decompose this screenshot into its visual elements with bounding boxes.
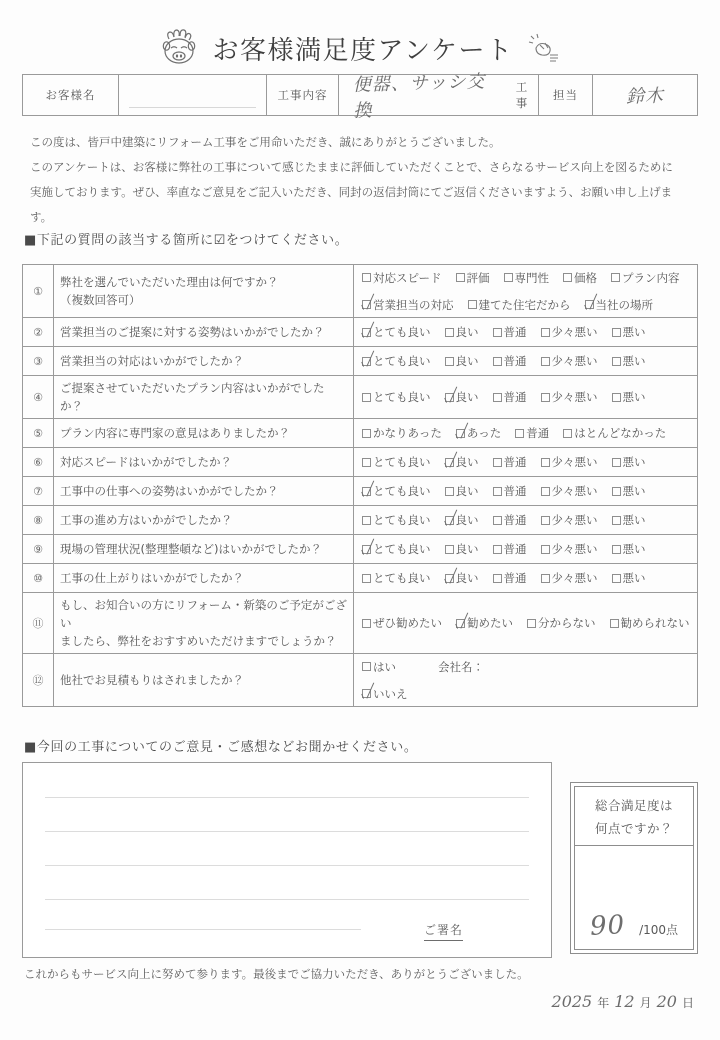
customer-name-label: お客様名: [45, 88, 96, 102]
question-options: [354, 419, 697, 447]
question-options: [354, 347, 697, 375]
checkbox-label: 勧めたい: [467, 616, 513, 630]
date-month: 12: [614, 992, 635, 1011]
checkbox-label: 価格: [574, 270, 598, 285]
option-line: [362, 389, 689, 405]
checkbox-icon[interactable]: [493, 328, 502, 337]
work-content-value: 便器、サッシ交換: [352, 71, 486, 122]
question-options: [354, 593, 698, 653]
checkbox-icon[interactable]: [541, 574, 550, 583]
question-text: [54, 419, 354, 447]
option-line: [362, 270, 689, 286]
checkbox-label: 普通: [503, 455, 527, 469]
checkbox-option[interactable]: [612, 454, 646, 470]
question-options: [354, 654, 697, 706]
checkbox-option[interactable]: [493, 454, 527, 470]
question-text-line-1: 工事の進め方はいかがでしたか？: [60, 513, 233, 527]
intro-line-2: このアンケートは、お客様に弊社の工事について感じたままに評価していただくことで、さらなるサービス向上を図るために: [30, 160, 673, 174]
checked-checkbox-icon[interactable]: [445, 516, 454, 525]
checkbox-icon[interactable]: [362, 516, 371, 525]
instruction-text: ■下記の質問の該当する箇所に☑をつけてください。: [24, 233, 349, 248]
score-box-inner-border: [574, 786, 694, 950]
question-row: [23, 654, 697, 707]
checkbox-icon[interactable]: [612, 545, 621, 554]
question-text: [54, 593, 354, 653]
checkbox-label: 勧められない: [620, 616, 690, 630]
checkbox-label: とても良い: [373, 542, 431, 556]
checkbox-option[interactable]: [541, 389, 598, 405]
checkbox-label: 良い: [455, 354, 479, 368]
checkbox-option[interactable]: [456, 425, 501, 441]
question-text: [54, 318, 354, 346]
checkbox-label: 少々悪い: [551, 513, 598, 527]
charge-value-cell[interactable]: [593, 75, 697, 115]
date-line[interactable]: [552, 992, 694, 1011]
checkbox-option[interactable]: [585, 297, 654, 313]
checkbox-option[interactable]: [445, 512, 479, 528]
checkbox-option[interactable]: [493, 389, 527, 405]
checkbox-icon[interactable]: [362, 393, 371, 402]
pig-mascot-icon: [159, 29, 199, 67]
checkbox-option[interactable]: [541, 454, 598, 470]
checkbox-icon[interactable]: [493, 516, 502, 525]
question-text: [54, 347, 354, 375]
checkbox-icon[interactable]: [493, 458, 502, 467]
checkbox-option[interactable]: [445, 541, 479, 557]
option-line: [362, 454, 689, 470]
checkbox-label: プラン内容: [622, 270, 680, 285]
checkbox-icon[interactable]: [612, 574, 621, 583]
checkbox-label: 良い: [455, 455, 479, 469]
checkbox-option[interactable]: [612, 483, 646, 499]
question-text-line-1: 営業担当の対応はいかがでしたか？: [60, 354, 244, 368]
checkbox-option[interactable]: [504, 270, 550, 286]
option-line: [362, 570, 689, 586]
checked-checkbox-icon[interactable]: [362, 328, 371, 337]
checkbox-option[interactable]: [541, 541, 598, 557]
option-line: [362, 297, 689, 313]
checkbox-label: 少々悪い: [551, 325, 598, 339]
month-label: 月: [639, 996, 652, 1010]
comments-heading: ■今回の工事についてのご意見・ご感想などお聞かせください。: [24, 740, 418, 755]
checkbox-label: 悪い: [622, 513, 646, 527]
checkbox-label: あった: [466, 426, 502, 440]
work-content-label: 工事内容: [277, 88, 328, 102]
question-number: ①: [23, 265, 54, 317]
question-text-line-1: 弊社を選んでいただいた理由は何ですか？: [60, 275, 279, 289]
checkbox-icon[interactable]: [515, 429, 524, 438]
checkbox-option[interactable]: [362, 686, 408, 702]
comment-rule: [45, 831, 529, 832]
checked-checkbox-icon[interactable]: [362, 545, 371, 554]
checkbox-icon[interactable]: [468, 300, 477, 309]
checkbox-option[interactable]: [541, 324, 598, 340]
charge-label: 担当: [553, 88, 578, 102]
question-options: [354, 535, 697, 563]
checkbox-icon[interactable]: [541, 545, 550, 554]
checkbox-label: 悪い: [622, 571, 646, 585]
question-row: [23, 318, 697, 347]
checkbox-label: 悪い: [622, 542, 646, 556]
checkbox-icon[interactable]: [541, 516, 550, 525]
checkbox-option[interactable]: [445, 389, 479, 405]
question-text-line-1: 工事の仕上がりはいかがでしたか？: [60, 571, 244, 585]
question-text-line-1: 他社でお見積もりはされましたか？: [60, 673, 244, 687]
customer-name-underline: [129, 107, 256, 108]
checkbox-option[interactable]: [612, 512, 646, 528]
checkbox-option[interactable]: [611, 270, 680, 286]
question-number: ⑧: [23, 506, 54, 534]
checked-checkbox-icon[interactable]: [445, 574, 454, 583]
question-number: ⑫: [23, 654, 54, 706]
score-denominator: /100点: [639, 923, 679, 937]
checkbox-icon[interactable]: [541, 458, 550, 467]
question-text-line-2: ましたら、弊社をおすすめいただけますでしょうか？: [60, 634, 337, 648]
question-number: ⑦: [23, 477, 54, 505]
comments-textarea[interactable]: [22, 762, 552, 958]
question-text-line-1: もし、お知合いの方にリフォーム・新築のご予定がござい: [60, 598, 347, 630]
checked-checkbox-icon[interactable]: [445, 458, 454, 467]
checkbox-option[interactable]: [362, 389, 431, 405]
checkbox-label: はとんどなかった: [574, 426, 667, 440]
signature-label: ご署名: [424, 921, 463, 941]
checkbox-icon[interactable]: [362, 662, 371, 671]
checkbox-option[interactable]: [456, 615, 513, 631]
company-name-field-label[interactable]: 会社名：: [438, 659, 484, 674]
checkbox-icon[interactable]: [445, 487, 454, 496]
question-text: [54, 265, 354, 317]
checkbox-option[interactable]: [612, 541, 646, 557]
checkbox-option[interactable]: [362, 615, 442, 631]
checkbox-label: とても良い: [373, 325, 431, 339]
checkbox-option[interactable]: [612, 353, 646, 369]
checkbox-label: 悪い: [622, 455, 646, 469]
question-row: [23, 347, 697, 376]
question-number: ②: [23, 318, 54, 346]
checkbox-label: 普通: [503, 542, 527, 556]
checkbox-label: 普通: [503, 513, 527, 527]
score-question: [575, 787, 693, 846]
checkbox-option[interactable]: [563, 270, 597, 286]
option-line: [362, 659, 689, 675]
question-text: [54, 654, 354, 706]
option-line: [362, 512, 689, 528]
checkbox-label: 分からない: [538, 616, 596, 630]
customer-name-value-cell[interactable]: [119, 75, 267, 115]
question-options: [354, 564, 697, 592]
checked-checkbox-icon[interactable]: [362, 300, 371, 309]
checkbox-label: 普通: [503, 325, 527, 339]
checkbox-label: とても良い: [373, 484, 431, 498]
checkbox-option[interactable]: [493, 353, 527, 369]
work-content-suffix: 工事: [515, 80, 529, 110]
question-row: [23, 506, 697, 535]
checkbox-label: 評価: [466, 270, 490, 285]
checkbox-label: 悪い: [622, 354, 646, 368]
question-row: [23, 265, 697, 318]
checkbox-label: 悪い: [622, 484, 646, 498]
checked-checkbox-icon[interactable]: [362, 357, 371, 366]
checkbox-icon[interactable]: [612, 328, 621, 337]
score-question-line-2: 何点ですか？: [594, 820, 673, 836]
option-line: [362, 425, 689, 441]
checkbox-option[interactable]: [362, 270, 442, 286]
checkbox-label: 当社の場所: [595, 297, 653, 312]
option-line: [362, 324, 689, 340]
charge-label-cell: [539, 75, 593, 115]
checkbox-label: 少々悪い: [551, 571, 598, 585]
checkbox-option[interactable]: [493, 541, 527, 557]
intro-line-3: 実施しております。ぜひ、率直なご意見をご記入いただき、同封の返信封筒にてご返信くださいますよう、お願い申し上げます。: [30, 185, 673, 224]
question-text: [54, 376, 354, 418]
page-title-row: [0, 24, 720, 72]
day-label: 日: [681, 996, 694, 1010]
question-row: [23, 477, 697, 506]
checkbox-icon[interactable]: [362, 619, 371, 628]
checkbox-label: かなりあった: [373, 426, 442, 440]
checkbox-option[interactable]: [362, 454, 431, 470]
date-day: 20: [656, 992, 677, 1011]
checkbox-label: ぜひ勧めたい: [373, 616, 442, 630]
checkbox-option[interactable]: [493, 512, 527, 528]
checkbox-option[interactable]: [468, 297, 571, 313]
checkbox-label: 少々悪い: [551, 455, 598, 469]
customer-name-label-cell: [23, 75, 119, 115]
intro-line-1: この度は、皆戸中建築にリフォーム工事をご用命いただき、誠にありがとうございました。: [30, 135, 501, 149]
checkbox-option[interactable]: [612, 324, 646, 340]
checkbox-icon[interactable]: [612, 516, 621, 525]
checkbox-icon[interactable]: [445, 357, 454, 366]
question-row: [23, 535, 697, 564]
checkbox-label: とても良い: [373, 354, 431, 368]
checkbox-option[interactable]: [612, 570, 646, 586]
question-number: ⑩: [23, 564, 54, 592]
checkbox-label: 専門性: [514, 270, 550, 285]
question-options: [354, 506, 697, 534]
checkbox-icon[interactable]: [493, 393, 502, 402]
footer-note: これからもサービス向上に努めて参ります。最後までご協力いただき、ありがとうございました。: [24, 967, 529, 981]
option-line: [362, 541, 689, 557]
checked-checkbox-icon[interactable]: [362, 487, 371, 496]
question-options: [354, 448, 697, 476]
checkbox-label: いいえ: [373, 686, 408, 701]
checkbox-option[interactable]: [610, 615, 690, 631]
checkbox-icon[interactable]: [563, 429, 572, 438]
checkbox-icon[interactable]: [493, 574, 502, 583]
comment-rule: [45, 899, 529, 900]
checkbox-label: 良い: [455, 390, 479, 404]
charge-value: 鈴木: [625, 85, 665, 108]
question-text: [54, 448, 354, 476]
overall-score-box: [570, 782, 698, 954]
checkbox-option[interactable]: [362, 541, 431, 557]
checkbox-option[interactable]: [362, 425, 442, 441]
work-content-label-cell: [267, 75, 339, 115]
score-value-row[interactable]: [575, 911, 693, 941]
question-text-line-1: 営業担当のご提案に対する姿勢はいかがでしたか？: [60, 325, 325, 339]
question-row: [23, 593, 697, 654]
checked-checkbox-icon[interactable]: [585, 300, 594, 309]
checkbox-option[interactable]: [362, 570, 431, 586]
question-text-line-1: ご提案させていただいたプラン内容はいかがでしたか？: [60, 381, 325, 413]
checkbox-icon[interactable]: [362, 273, 371, 282]
option-line: [362, 353, 689, 369]
checkbox-icon[interactable]: [541, 357, 550, 366]
checkbox-icon[interactable]: [445, 328, 454, 337]
question-text-line-1: プラン内容に専門家の意見はありましたか？: [60, 426, 290, 440]
checkbox-label: 良い: [455, 513, 479, 527]
checkbox-label: 少々悪い: [551, 390, 598, 404]
checkbox-label: 営業担当の対応: [373, 297, 454, 312]
option-line: [362, 615, 690, 631]
checkbox-label: 対応スピード: [373, 270, 442, 285]
checkbox-icon[interactable]: [445, 545, 454, 554]
checkbox-icon[interactable]: [493, 487, 502, 496]
checkbox-icon[interactable]: [493, 357, 502, 366]
question-row: [23, 376, 697, 419]
checkbox-icon[interactable]: [493, 545, 502, 554]
checkbox-label: 良い: [455, 325, 479, 339]
question-text-line-1: 対応スピードはいかがでしたか？: [60, 455, 233, 469]
question-text-line-1: 現場の管理状況(整理整頓など)はいかがでしたか？: [60, 542, 322, 556]
checkbox-icon[interactable]: [362, 574, 371, 583]
checked-checkbox-icon[interactable]: [456, 619, 465, 628]
question-options: [354, 318, 697, 346]
question-number: ⑨: [23, 535, 54, 563]
checkbox-option[interactable]: [445, 483, 479, 499]
question-text-line-1: 工事中の仕事への姿勢はいかがでしたか？: [60, 484, 279, 498]
checkbox-label: 普通: [503, 571, 527, 585]
checkbox-label: 良い: [455, 571, 479, 585]
checkbox-option[interactable]: [362, 483, 431, 499]
checkbox-label: とても良い: [373, 455, 431, 469]
checkbox-option[interactable]: [541, 570, 598, 586]
question-options: [354, 265, 697, 317]
sparkle-icon: [527, 32, 561, 64]
checkbox-option[interactable]: [456, 270, 490, 286]
checkbox-label: 少々悪い: [551, 484, 598, 498]
question-number: ④: [23, 376, 54, 418]
question-row: [23, 448, 697, 477]
questions-table: [22, 264, 698, 707]
score-value: 90: [589, 910, 626, 942]
question-number: ⑤: [23, 419, 54, 447]
checked-checkbox-icon[interactable]: [445, 393, 454, 402]
checkbox-option[interactable]: [493, 570, 527, 586]
checkbox-icon[interactable]: [527, 619, 536, 628]
date-year: 2025: [551, 992, 593, 1011]
checkbox-option[interactable]: [541, 353, 598, 369]
checkbox-icon[interactable]: [541, 393, 550, 402]
question-row: [23, 419, 697, 448]
question-options: [354, 477, 697, 505]
checkbox-icon[interactable]: [362, 458, 371, 467]
year-label: 年: [597, 996, 610, 1010]
checkbox-option[interactable]: [493, 483, 527, 499]
comment-rule: [45, 797, 529, 798]
checkbox-label: 普通: [503, 484, 527, 498]
question-text: [54, 477, 354, 505]
checkbox-label: 普通: [526, 426, 550, 440]
checkbox-option[interactable]: [445, 454, 479, 470]
question-text: [54, 535, 354, 563]
question-text: [54, 564, 354, 592]
checkbox-option[interactable]: [362, 512, 431, 528]
checkbox-label: とても良い: [373, 513, 431, 527]
checkbox-label: 良い: [455, 484, 479, 498]
checkbox-option[interactable]: [563, 425, 666, 441]
question-row: [23, 564, 697, 593]
checkbox-icon[interactable]: [362, 429, 371, 438]
checkbox-option[interactable]: [515, 425, 549, 441]
option-line: [362, 483, 689, 499]
checkbox-label: 少々悪い: [551, 542, 598, 556]
checkbox-icon[interactable]: [612, 357, 621, 366]
checkbox-option[interactable]: [493, 324, 527, 340]
checkbox-label: はい: [373, 659, 396, 674]
checkbox-icon[interactable]: [541, 487, 550, 496]
comment-rule: [45, 929, 361, 930]
customer-info-table: [22, 71, 698, 122]
checkbox-option[interactable]: [362, 297, 454, 313]
question-number: ⑥: [23, 448, 54, 476]
checkbox-option[interactable]: [362, 324, 431, 340]
checked-checkbox-icon[interactable]: [362, 689, 371, 698]
checkbox-label: 建てた住宅だから: [478, 297, 571, 312]
checkbox-icon[interactable]: [504, 273, 513, 282]
score-question-line-1: 総合満足度は: [594, 797, 673, 813]
question-number: ③: [23, 347, 54, 375]
checkbox-option[interactable]: [541, 483, 598, 499]
question-number: ⑪: [23, 593, 54, 653]
page-title: お客様満足度アンケート: [212, 35, 514, 66]
checkbox-icon[interactable]: [610, 619, 619, 628]
checkbox-label: とても良い: [373, 390, 431, 404]
checkbox-option[interactable]: [445, 570, 479, 586]
checked-checkbox-icon[interactable]: [456, 429, 465, 438]
checkbox-option[interactable]: [527, 615, 596, 631]
checkbox-icon[interactable]: [612, 393, 621, 402]
question-text-line-2: （複数回答可）: [60, 293, 141, 307]
checkbox-label: とても良い: [373, 571, 431, 585]
comment-rule: [45, 865, 529, 866]
checkbox-option[interactable]: [362, 659, 396, 675]
checkbox-option[interactable]: [612, 389, 646, 405]
checkbox-label: 良い: [455, 542, 479, 556]
checkbox-option[interactable]: [445, 324, 479, 340]
option-line: [362, 686, 689, 702]
checkbox-icon[interactable]: [563, 273, 572, 282]
checkbox-label: 悪い: [622, 325, 646, 339]
checkbox-label: 普通: [503, 354, 527, 368]
checkbox-icon[interactable]: [456, 273, 465, 282]
checkbox-option[interactable]: [362, 353, 431, 369]
checkbox-option[interactable]: [445, 353, 479, 369]
checkbox-icon[interactable]: [611, 273, 620, 282]
intro-paragraph: [30, 130, 690, 230]
checkbox-icon[interactable]: [612, 487, 621, 496]
checkbox-label: 悪い: [622, 390, 646, 404]
question-options: [354, 376, 697, 418]
work-content-value-cell[interactable]: [339, 71, 539, 122]
checkbox-icon[interactable]: [541, 328, 550, 337]
checkbox-option[interactable]: [541, 512, 598, 528]
checkbox-icon[interactable]: [612, 458, 621, 467]
checkbox-label: 普通: [503, 390, 527, 404]
checkbox-label: 少々悪い: [551, 354, 598, 368]
question-text: [54, 506, 354, 534]
